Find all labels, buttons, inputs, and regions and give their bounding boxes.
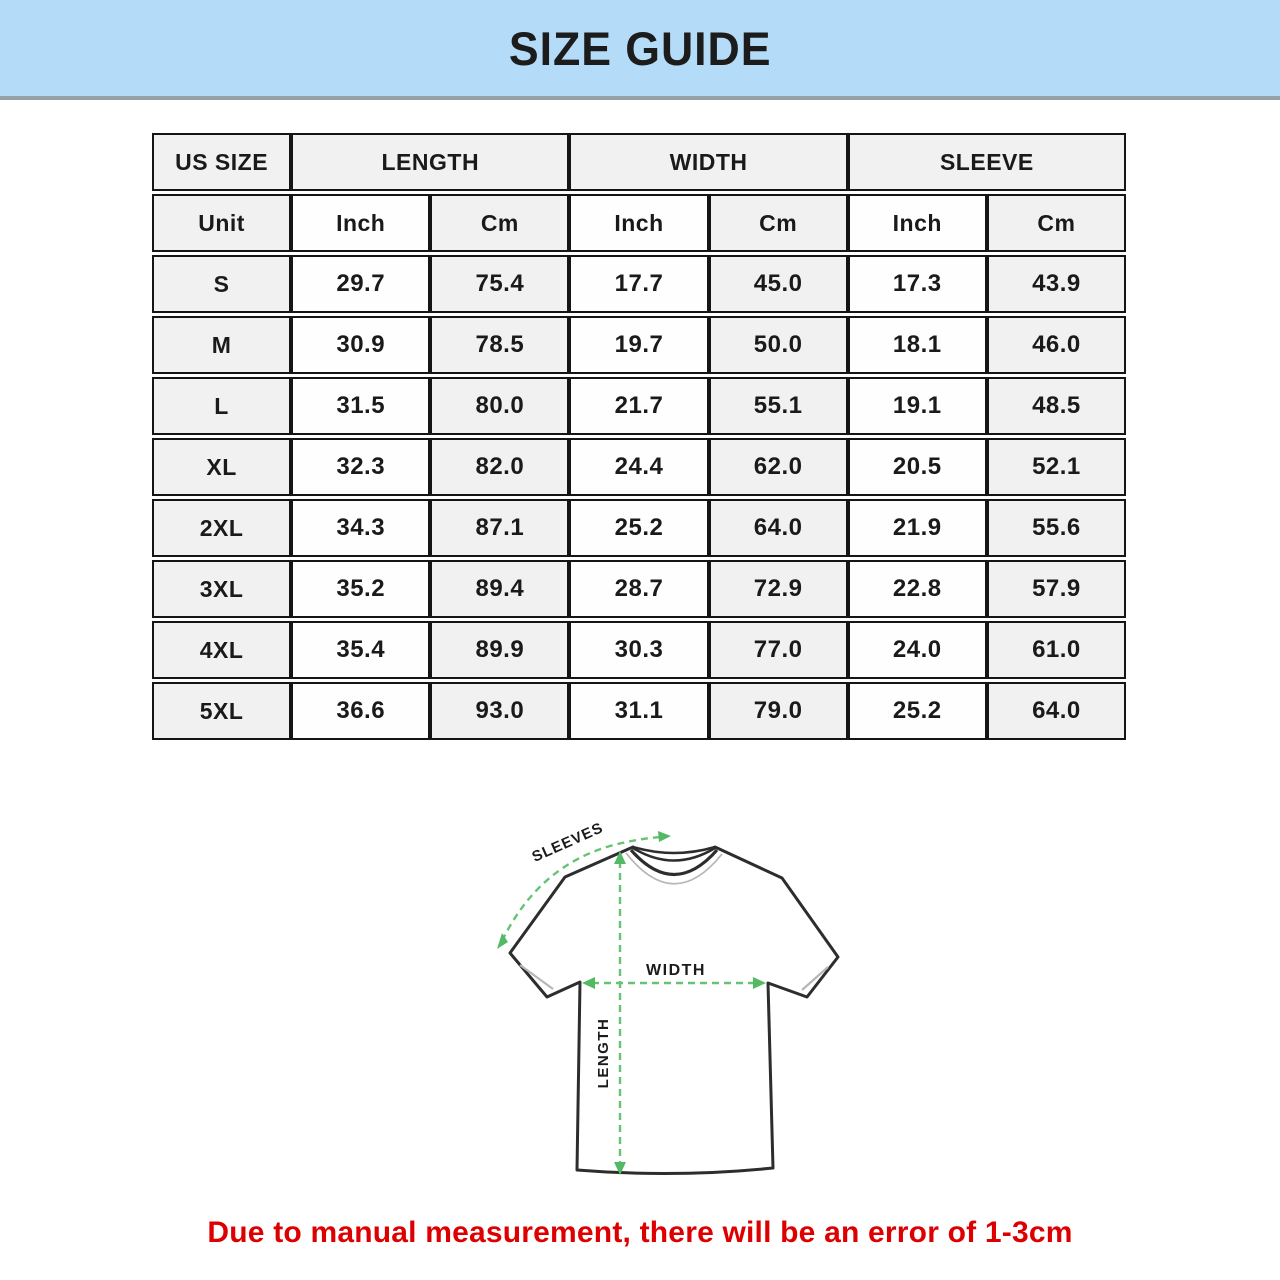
value-cell: 62.0 xyxy=(709,438,848,496)
value-cell: 30.3 xyxy=(569,621,708,679)
unit-header: Unit xyxy=(152,194,291,252)
measurement-note: Due to manual measurement, there will be an error of 1-3cm xyxy=(207,1216,1073,1249)
value-cell: 36.6 xyxy=(291,682,430,740)
value-cell: 31.5 xyxy=(291,377,430,435)
unit-header-inch: Inch xyxy=(291,194,430,252)
column-header-length: LENGTH xyxy=(291,133,569,191)
sleeves-label: SLEEVES xyxy=(529,819,607,866)
width-arrow-left-icon xyxy=(582,977,595,989)
unit-header-inch: Inch xyxy=(848,194,987,252)
value-cell: 35.4 xyxy=(291,621,430,679)
column-header-width: WIDTH xyxy=(569,133,847,191)
size-label: 2XL xyxy=(152,499,291,557)
size-label: 4XL xyxy=(152,621,291,679)
value-cell: 82.0 xyxy=(430,438,569,496)
value-cell: 32.3 xyxy=(291,438,430,496)
value-cell: 48.5 xyxy=(987,377,1126,435)
value-cell: 45.0 xyxy=(709,255,848,313)
value-cell: 29.7 xyxy=(291,255,430,313)
value-cell: 19.1 xyxy=(848,377,987,435)
sleeves-arrow-tip-icon xyxy=(658,831,671,842)
value-cell: 57.9 xyxy=(987,560,1126,618)
table-row xyxy=(152,560,1126,618)
value-cell: 17.7 xyxy=(569,255,708,313)
column-header-sleeve: SLEEVE xyxy=(848,133,1126,191)
value-cell: 25.2 xyxy=(569,499,708,557)
value-cell: 61.0 xyxy=(987,621,1126,679)
unit-header-cm: Cm xyxy=(709,194,848,252)
value-cell: 19.7 xyxy=(569,316,708,374)
value-cell: 46.0 xyxy=(987,316,1126,374)
value-cell: 64.0 xyxy=(709,499,848,557)
banner xyxy=(0,0,1280,100)
value-cell: 31.1 xyxy=(569,682,708,740)
value-cell: 64.0 xyxy=(987,682,1126,740)
value-cell: 21.9 xyxy=(848,499,987,557)
table-row xyxy=(152,255,1126,313)
value-cell: 35.2 xyxy=(291,560,430,618)
value-cell: 87.1 xyxy=(430,499,569,557)
length-label: LENGTH xyxy=(595,1017,612,1089)
group-header-row xyxy=(152,133,1126,191)
value-cell: 52.1 xyxy=(987,438,1126,496)
table-row xyxy=(152,499,1126,557)
size-label: XL xyxy=(152,438,291,496)
value-cell: 80.0 xyxy=(430,377,569,435)
unit-header-row xyxy=(152,194,1126,252)
tshirt-diagram xyxy=(460,815,890,1220)
sleeves-arrow-end-icon xyxy=(497,933,508,949)
value-cell: 79.0 xyxy=(709,682,848,740)
width-label: WIDTH xyxy=(646,962,706,979)
width-arrow-right-icon xyxy=(753,977,766,989)
value-cell: 50.0 xyxy=(709,316,848,374)
value-cell: 22.8 xyxy=(848,560,987,618)
value-cell: 30.9 xyxy=(291,316,430,374)
value-cell: 78.5 xyxy=(430,316,569,374)
value-cell: 55.6 xyxy=(987,499,1126,557)
value-cell: 24.0 xyxy=(848,621,987,679)
size-label: L xyxy=(152,377,291,435)
table-row xyxy=(152,682,1126,740)
table-row xyxy=(152,438,1126,496)
size-table xyxy=(152,130,1126,743)
value-cell: 72.9 xyxy=(709,560,848,618)
value-cell: 75.4 xyxy=(430,255,569,313)
value-cell: 24.4 xyxy=(569,438,708,496)
tshirt-outline xyxy=(510,847,838,1174)
value-cell: 77.0 xyxy=(709,621,848,679)
column-header-us-size: US SIZE xyxy=(152,133,291,191)
size-label: 3XL xyxy=(152,560,291,618)
value-cell: 17.3 xyxy=(848,255,987,313)
value-cell: 89.4 xyxy=(430,560,569,618)
value-cell: 25.2 xyxy=(848,682,987,740)
value-cell: 20.5 xyxy=(848,438,987,496)
table-row xyxy=(152,316,1126,374)
unit-header-cm: Cm xyxy=(987,194,1126,252)
value-cell: 55.1 xyxy=(709,377,848,435)
size-label: S xyxy=(152,255,291,313)
collar-back-line xyxy=(633,847,715,853)
value-cell: 43.9 xyxy=(987,255,1126,313)
value-cell: 21.7 xyxy=(569,377,708,435)
page-title: SIZE GUIDE xyxy=(508,21,772,75)
sleeves-arrow-line xyxy=(502,837,660,941)
size-label: 5XL xyxy=(152,682,291,740)
unit-header-inch: Inch xyxy=(569,194,708,252)
value-cell: 34.3 xyxy=(291,499,430,557)
size-label: M xyxy=(152,316,291,374)
unit-header-cm: Cm xyxy=(430,194,569,252)
value-cell: 89.9 xyxy=(430,621,569,679)
table-row xyxy=(152,377,1126,435)
value-cell: 18.1 xyxy=(848,316,987,374)
table-row xyxy=(152,621,1126,679)
value-cell: 28.7 xyxy=(569,560,708,618)
value-cell: 93.0 xyxy=(430,682,569,740)
